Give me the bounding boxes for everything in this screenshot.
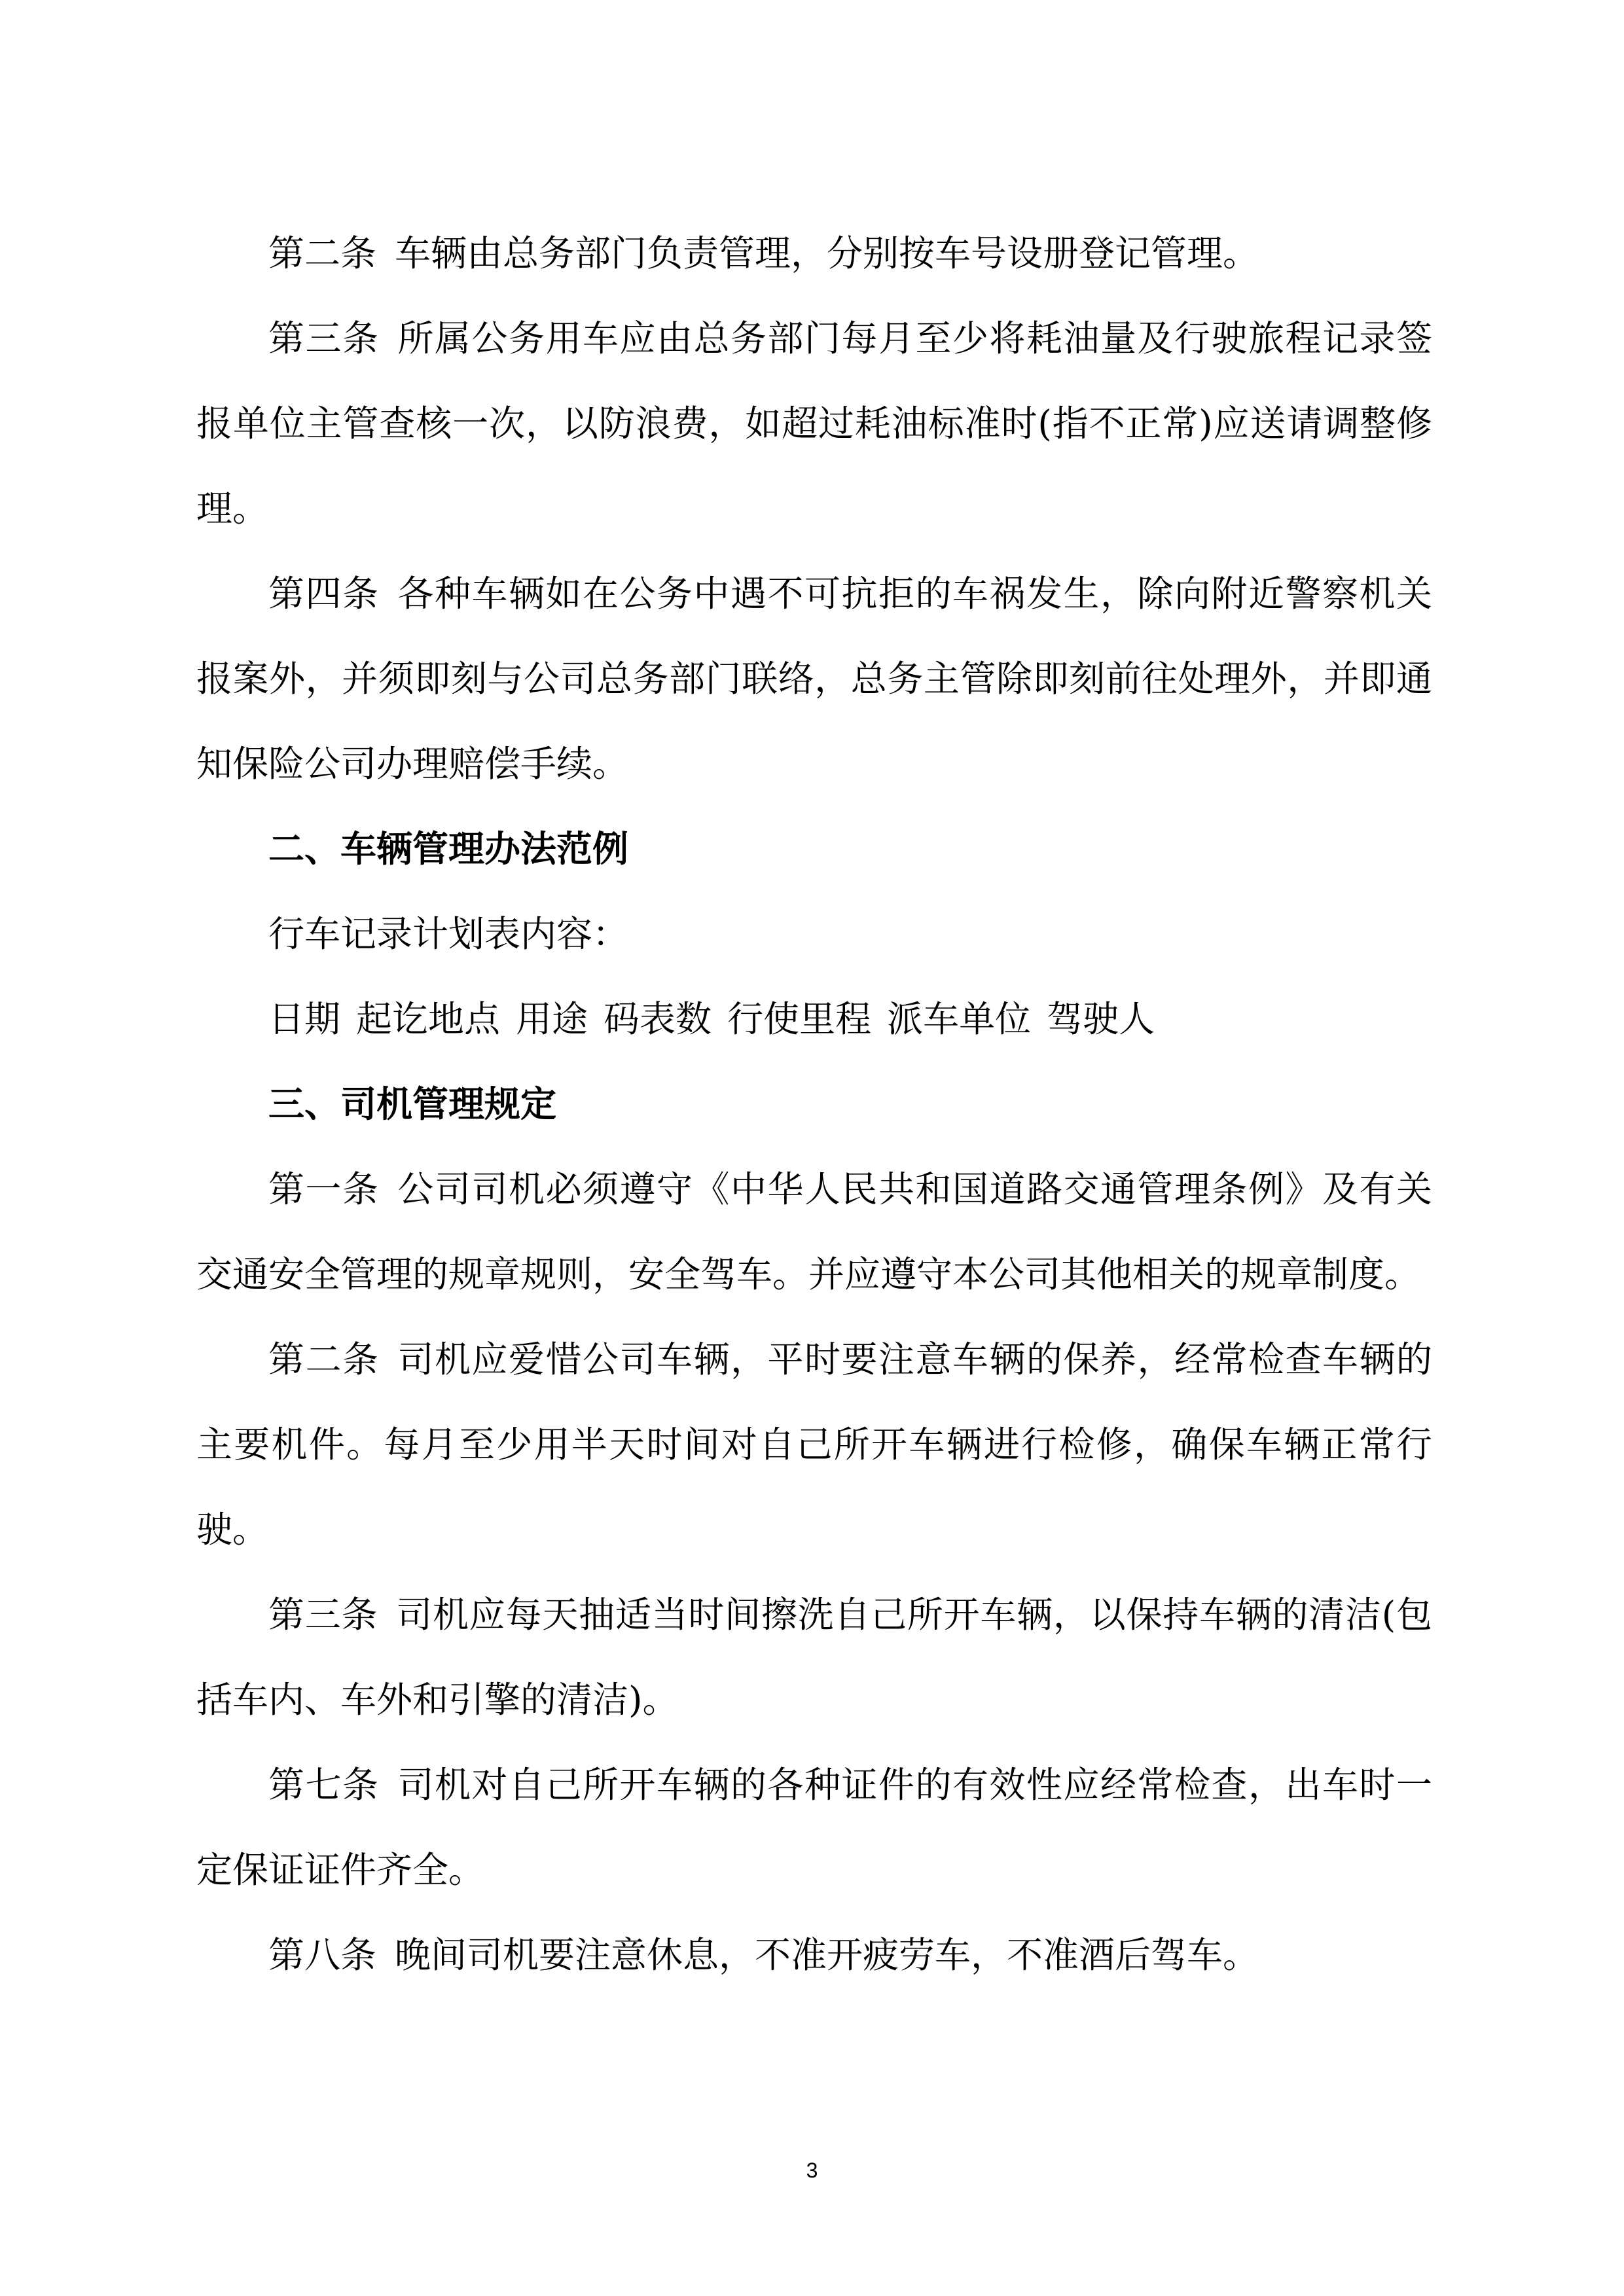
section-heading: 二、车辆管理办法范例 [268,828,629,870]
record-field: 驾驶人 [1047,998,1155,1040]
article-number: 第二条 [268,232,377,274]
article-text: 晚间司机要注意休息，不准开疲劳车，不准酒后驾车。 [395,1934,1259,1976]
article-paragraph [196,211,1432,296]
article-text: 司机应每天抽适当时间擦洗自己所开车辆，以保持车辆的清洁(包括车内、车外和引擎的清洁)。 [196,1594,1432,1721]
article-number: 第八条 [268,1934,377,1976]
section-heading: 三、司机管理规定 [268,1083,557,1125]
article-text: 司机对自己所开车辆的各种证件的有效性应经常检查，出车时一定保证证件齐全。 [196,1764,1432,1891]
article-paragraph [196,296,1432,551]
article-text: 公司司机必须遵守《中华人民共和国道路交通管理条例》及有关交通安全管理的规章规则，安全驾车。并应遵守本公司其他相关的规章制度。 [196,1168,1432,1295]
article-number: 第二条 [268,1338,380,1380]
page-body [196,211,1432,1998]
record-field: 起讫地点 [356,998,501,1040]
article-text: 所属公务用车应由总务部门每月至少将耗油量及行驶旅程记录签报单位主管查核一次，以防浪费，如超过耗油标准时(指不正常)应送请调整修理。 [196,317,1432,529]
page-number: 3 [806,2159,818,2182]
article-number: 第四条 [268,573,380,615]
article-text: 各种车辆如在公务中遇不可抗拒的车祸发生，除向附近警察机关报案外，并须即刻与公司总务部门联络，总务主管除即刻前往处理外，并即通知保险公司办理赔偿手续。 [196,573,1432,785]
article-paragraph [196,1147,1432,1317]
article-paragraph [196,1317,1432,1572]
article-paragraph [196,1572,1432,1742]
record-field-list [196,977,1432,1062]
article-number: 第三条 [268,1594,378,1636]
record-field: 日期 [268,998,341,1040]
article-number: 第一条 [268,1168,380,1210]
article-number: 第七条 [268,1764,380,1806]
section-intro: 行车记录计划表内容： [268,913,629,955]
article-text: 车辆由总务部门负责管理，分别按车号设册登记管理。 [395,232,1259,274]
article-text: 司机应爱惜公司车辆，平时要注意车辆的保养，经常检查车辆的主要机件。每月至少用半天时间对自己所开车辆进行检修，确保车辆正常行驶。 [196,1338,1432,1551]
article-paragraph [196,551,1432,806]
record-field: 码表数 [604,998,712,1040]
article-paragraph [196,1912,1432,1998]
record-field: 派车单位 [887,998,1032,1040]
article-number: 第三条 [268,317,380,359]
record-field: 用途 [516,998,588,1040]
article-paragraph [196,1742,1432,1912]
record-field: 行使里程 [727,998,872,1040]
